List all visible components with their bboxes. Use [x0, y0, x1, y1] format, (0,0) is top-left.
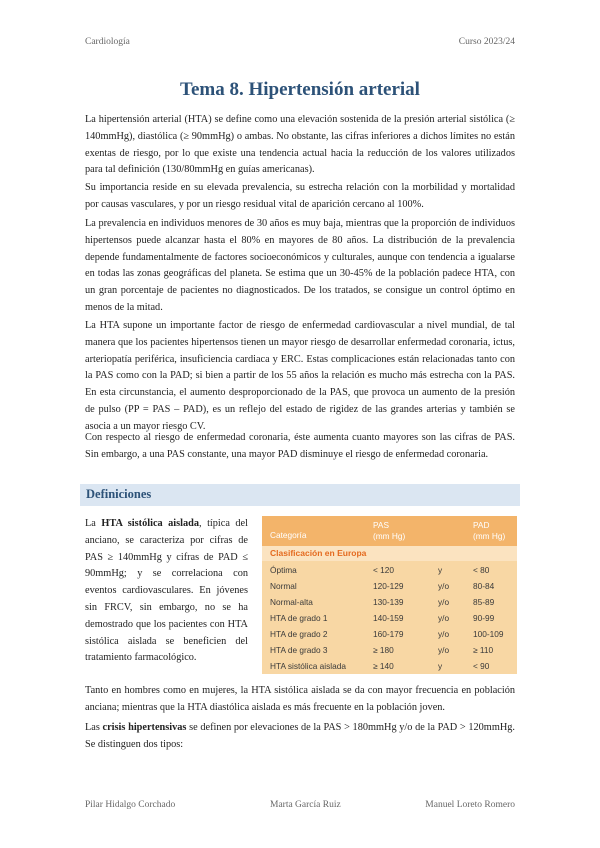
header-category: Categoría — [270, 530, 307, 540]
paragraph-importance: Su importancia reside en su elevada prevalencia, su estrecha relación con la morbilidad y mortalidad por causas vasculares, y por un riesgo residual vital de aparición cercano al 100%. — [85, 182, 515, 210]
paragraph-coronary: Con respecto al riesgo de enfermedad coronaria, éste aumenta cuanto mayores son las cifras de PAS. Sin embargo, a una PAS constante, una mayor PAD disminuye el riesgo de enfermedad coronaria. — [85, 432, 515, 460]
cell-pas: 120-129 — [373, 581, 404, 591]
text-prefix: La — [85, 518, 102, 529]
classification-table — [262, 516, 517, 674]
cell-pad: < 90 — [473, 661, 490, 671]
cell-pas: ≥ 140 — [373, 661, 394, 671]
cell-conj: y — [438, 661, 443, 671]
header-course-name: Cardiología — [85, 37, 130, 47]
cell-category: Normal — [270, 581, 297, 591]
cell-category: Óptima — [270, 565, 297, 575]
page-title: Tema 8. Hipertensión arterial — [180, 79, 420, 100]
cell-pad: 80-84 — [473, 581, 495, 591]
paragraph-hta-sistolica — [85, 516, 248, 667]
paragraph-after-table: Tanto en hombres como en mujeres, la HTA sistólica aislada se da con mayor frecuencia en población anciana; mientras que la HTA diastólica aislada es más frecuente en la población joven. — [85, 685, 515, 713]
cell-pas: < 120 — [373, 565, 394, 575]
cell-pad: 100-109 — [473, 629, 504, 639]
cell-conj: y/o — [438, 645, 450, 655]
text-body: , típica del anciano, se caracteriza por cifras de PAS ≥ 140mmHg y cifras de PAD ≤ 90mmHg; y se correlaciona con eventos cardiovasculares. En jóvenes sin FRCV, sin embargo, no se ha demostrado que los pacientes con HTA sistólica aislada se beneficien del tratamiento farmacológico. — [85, 518, 248, 664]
cell-conj: y/o — [438, 597, 450, 607]
header-pad: PAD — [473, 520, 490, 530]
table-row — [262, 610, 517, 626]
table-row — [262, 562, 517, 578]
table-row — [262, 658, 517, 674]
header-pas-unit: (mm Hg) — [373, 531, 406, 541]
section-header-band — [80, 484, 520, 506]
table-row — [262, 578, 517, 594]
cell-category: HTA de grado 3 — [270, 645, 328, 655]
paragraph-crisis — [85, 720, 515, 754]
footer-author-3: Manuel Loreto Romero — [425, 800, 515, 810]
header-pad-unit: (mm Hg) — [473, 531, 506, 541]
term-hta-sistolica: HTA sistólica aislada — [101, 518, 200, 529]
text-body: se definen por elevaciones de la PAS > 180mmHg y/o de la PAD > 120mmHg. Se distinguen dos tipos: — [85, 722, 515, 750]
cell-conj: y — [438, 565, 443, 575]
table-group-row — [262, 546, 517, 561]
cell-pad: ≥ 110 — [473, 645, 494, 655]
cell-conj: y/o — [438, 613, 450, 623]
cell-pad: 90-99 — [473, 613, 495, 623]
section-title: Definiciones — [86, 487, 152, 501]
table-row — [262, 642, 517, 658]
cell-pas: 140-159 — [373, 613, 404, 623]
cell-category: HTA sistólica aislada — [270, 661, 346, 671]
cell-category: Normal-alta — [270, 597, 313, 607]
cell-conj: y/o — [438, 629, 450, 639]
cell-pad: < 80 — [473, 565, 490, 575]
cell-conj: y/o — [438, 581, 450, 591]
paragraph-risk-factor: La HTA supone un importante factor de riesgo de enfermedad cardiovascular a nivel mundial, de tal manera que los pacientes hipertensos tienen un mayor riesgo de desarrollar enfermedad coronaria, ictus, arteriopatía periférica, insuficiencia cardiaca y ERC. Estas complicaciones están relacionadas tanto con la PAS como con la PAD; si bien a partir de los 55 años la relación es mucho más estrecha con la PAS. En esta circunstancia, el aumento desproporcionado de la PAS, que provoca un aumento de la presión de pulso (PP = PAS – PAD), es un reflejo del estado de rigidez de las grandes arterias y también se asocia a un mayor riesgo CV. — [85, 320, 515, 432]
header-course-year: Curso 2023/24 — [458, 37, 515, 47]
cell-category: HTA de grado 2 — [270, 629, 328, 639]
term-crisis: crisis hipertensivas — [102, 722, 187, 733]
table-header — [262, 516, 517, 546]
group-label: Clasificación en Europa — [270, 548, 367, 558]
header-pas: PAS — [373, 520, 389, 530]
cell-category: HTA de grado 1 — [270, 613, 328, 623]
footer-author-1: Pilar Hidalgo Corchado — [85, 800, 176, 810]
cell-pas: ≥ 180 — [373, 645, 394, 655]
text-prefix: Las — [85, 722, 103, 733]
table-row — [262, 626, 517, 642]
table-row — [262, 594, 517, 610]
cell-pad: 85-89 — [473, 597, 495, 607]
paragraph-prevalence: La prevalencia en individuos menores de 30 años es muy baja, mientras que la proporción de individuos hipertensos puede alcanzar hasta el 80% en mayores de 80 años. La distribución de la prevalencia depende fundamentalmente de factores socioeconómicos y culturales, aunque con tendencia a igualarse en todas las zonas geográficas del planeta. Se estima que un 30-45% de la población padece HTA, con un gran porcentaje de pacientes no diagnosticados. De los tratados, se consigue un control óptimo en menos de la mitad. — [85, 218, 515, 313]
paragraph-definition: La hipertensión arterial (HTA) se define como una elevación sostenida de la presión arterial sistólica (≥ 140mmHg), diastólica (≥ 90mmHg) o ambas. No obstante, las cifras inferiores a dichos límites no están exentas de riesgo, por lo que existe una tendencia actual hacia la reducción de los valores utilizados para tal definición (130/80mmHg en guías americanas). — [85, 114, 515, 176]
footer-author-2: Marta García Ruiz — [270, 800, 341, 810]
cell-pas: 160-179 — [373, 629, 404, 639]
cell-pas: 130-139 — [373, 597, 404, 607]
